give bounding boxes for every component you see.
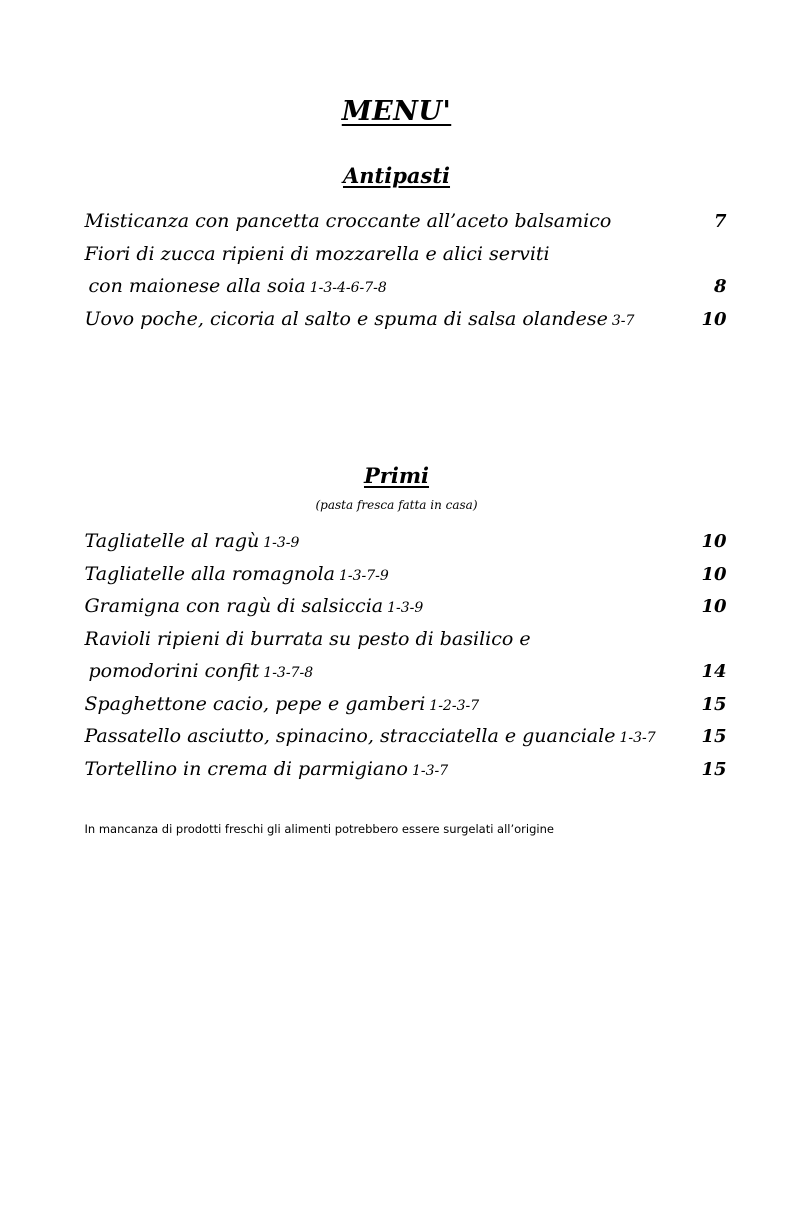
menu-item-price: 7 [713, 211, 727, 232]
menu-item-name [85, 208, 616, 236]
menu-item [85, 561, 727, 589]
menu-item-label: Fiori di zucca ripieni di mozzarella e alici serviti [84, 242, 550, 265]
menu-item-allergens: 1-3-7-9 [338, 567, 389, 584]
item-list-antipasti [67, 208, 727, 333]
menu-item-label: Uovo poche, cicoria al salto e spuma di salsa olandese [84, 307, 608, 330]
footnote: In mancanza di prodotti freschi gli alimenti potrebbero essere surgelati all’origine [84, 821, 554, 836]
menu-item-name [85, 593, 424, 621]
menu-item [85, 273, 727, 301]
menu-item-name [85, 658, 314, 686]
menu-item-price: 10 [701, 308, 727, 330]
menu-item-name [85, 723, 656, 751]
menu-item [85, 241, 727, 269]
menu-item-name [85, 306, 635, 334]
menu-item-allergens: 1-3-9 [387, 600, 424, 617]
menu-item [85, 691, 727, 719]
menu-item-price: 15 [701, 693, 727, 715]
menu-item [85, 528, 727, 556]
menu-item-price: 10 [701, 563, 727, 585]
menu-item-price: 15 [701, 759, 727, 781]
menu-item-price: 10 [701, 596, 727, 618]
menu-item-label: Passatello asciutto, spinacino, stracciatella e guanciale [84, 725, 616, 748]
section-heading-primi: Primi [363, 463, 430, 489]
menu-item-label: Spaghettone cacio, pepe e gamberi [84, 692, 426, 715]
menu-item-name [85, 241, 554, 269]
menu-item-name [85, 626, 535, 654]
menu-item-label: Tagliatelle alla romagnola [84, 562, 335, 585]
menu-item-label: Gramigna con ragù di salsiccia [84, 595, 384, 618]
menu-item-allergens: 1-3-9 [263, 535, 300, 552]
menu-item-price: 15 [701, 726, 727, 748]
menu-item-name [85, 691, 480, 719]
menu-item-price: 8 [713, 276, 727, 298]
menu-item-label: con maionese alla soia [88, 275, 306, 298]
menu-item [85, 723, 727, 751]
menu-item-label: Misticanza con pancetta croccante all’aceto balsamico [84, 210, 612, 232]
menu-item-allergens: 1-3-7-8 [263, 665, 314, 682]
menu-item-allergens: 1-3-4-6-7-8 [309, 280, 387, 297]
menu-item [85, 756, 727, 784]
menu-item [85, 593, 727, 621]
menu-item-allergens: 3-7 [611, 312, 635, 329]
section-subheading-primi: (pasta fresca fatta in casa) [315, 498, 478, 513]
menu-item-name [85, 756, 449, 784]
section-antipasti [0, 163, 793, 333]
menu-page [0, 96, 793, 1218]
menu-item-label: Ravioli ripieni di burrata su pesto di basilico e [84, 627, 531, 650]
menu-item-price: 14 [701, 661, 727, 683]
menu-item-name [85, 528, 300, 556]
menu-item-allergens: 1-3-7 [619, 730, 656, 747]
menu-item [85, 306, 727, 334]
menu-item [85, 626, 727, 654]
menu-item-price: 10 [701, 531, 727, 553]
menu-item-allergens: 1-3-7 [411, 763, 449, 780]
menu-item-allergens: 1-2-3-7 [429, 697, 480, 714]
section-heading-antipasti: Antipasti [342, 163, 451, 188]
menu-item-label: Tagliatelle al ragù [84, 530, 260, 553]
menu-item-label: pomodorini confit [88, 660, 260, 683]
menu-item-name [85, 273, 387, 301]
menu-item [85, 208, 727, 236]
page-title: MENU' [341, 96, 452, 127]
menu-item-name [85, 561, 389, 589]
menu-item-label: Tortellino in crema di parmigiano [84, 758, 408, 781]
item-list-primi [67, 528, 727, 783]
menu-item [85, 658, 727, 686]
section-primi [0, 463, 793, 783]
